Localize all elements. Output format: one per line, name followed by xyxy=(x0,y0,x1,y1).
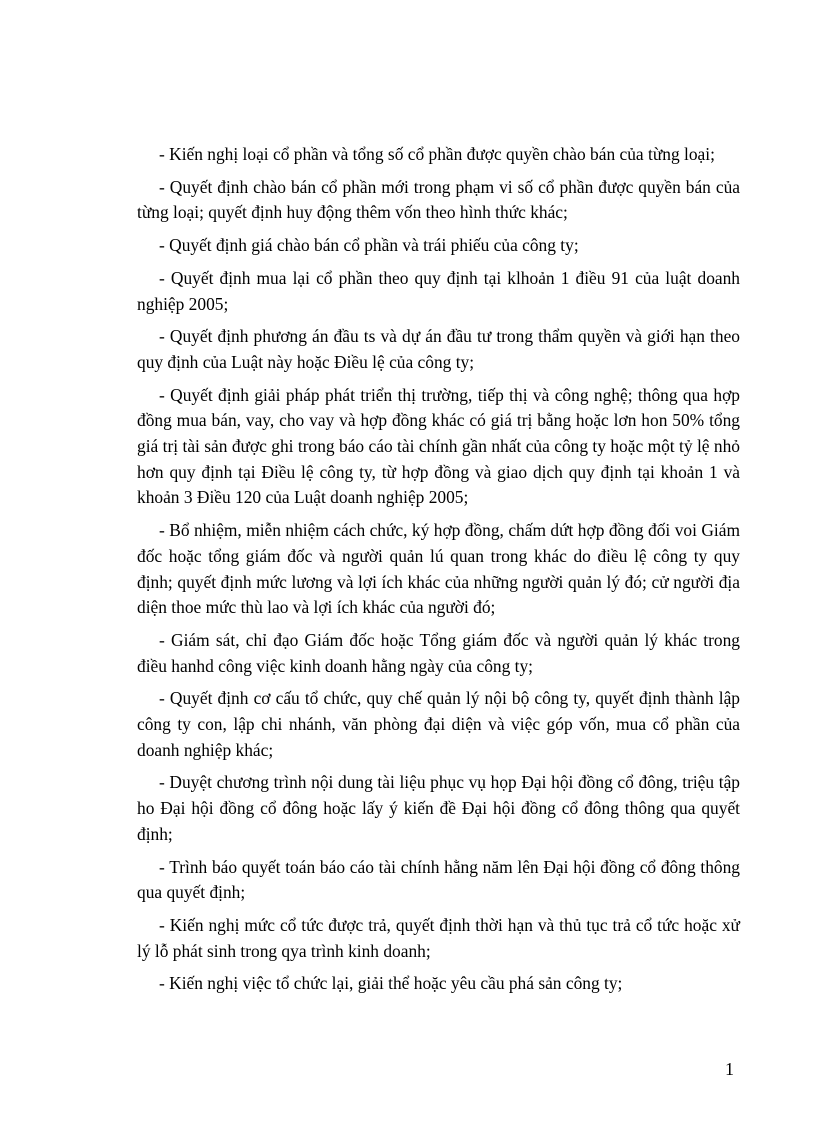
paragraph-9: - Quyết định cơ cấu tổ chức, quy chế quản lý nội bộ công ty, quyết định thành lập công ty con, lập chi nhánh, văn phòng đại diện và việc góp vốn, mua cổ phần của doanh nghiệp khác; xyxy=(137,688,740,760)
paragraph-6: - Quyết định giải pháp phát triển thị trường, tiếp thị và công nghệ; thông qua hợp đồng mua bán, vay, cho vay và hợp đồng khác có giá trị bằng hoặc lơn hon 50% tổng giá trị tài sản được ghi trong báo cáo tài chính gần nhất của công ty hoặc một tỷ lệ nhỏ hơn quy định tại Điều lệ công ty, từ hợp đồng và giao dịch quy định tại khoản 1 và khoản 3 Điều 120 của Luật doanh nghiệp 2005; xyxy=(137,384,740,508)
paragraph-8: - Giám sát, chỉ đạo Giám đốc hoặc Tổng giám đốc và người quản lý khác trong điều hanhd công việc kinh doanh hằng ngày của công ty; xyxy=(137,629,740,676)
paragraph-13: - Kiến nghị việc tổ chức lại, giải thể hoặc yêu cầu phá sản công ty; xyxy=(159,973,623,994)
paragraph-11: - Trình báo quyết toán báo cáo tài chính hằng năm lên Đại hội đồng cổ đông thông qua quyết định; xyxy=(137,856,740,903)
paragraph-3: - Quyết định giá chào bán cổ phần và trái phiếu của công ty; xyxy=(159,235,579,256)
page-number: 1 xyxy=(725,1059,734,1079)
paragraph-10: - Duyệt chương trình nội dung tài liệu phục vụ họp Đại hội đồng cổ đông, triệu tập ho Đại hội đồng cổ đông hoặc lấy ý kiến đề Đại hội đồng cổ đông thông qua quyết định; xyxy=(137,772,740,844)
paragraph-4: - Quyết định mua lại cổ phần theo quy định tại klhoản 1 điều 91 của luật doanh nghiệp 2005; xyxy=(137,267,740,314)
paragraph-7: - Bổ nhiệm, miễn nhiệm cách chức, ký hợp đồng, chấm dứt hợp đồng đối voi Giám đốc hoặc tổng giám đốc và người quản lú quan trong khác do điều lệ công ty quy định; quyết định mức lương và lợi ích khác của những người quản lý đó; cử người địa diện thoe mức thù lao và lợi ích khác của người đó; xyxy=(137,520,740,618)
paragraph-2: - Quyết định chào bán cổ phần mới trong phạm vi số cổ phần được quyền bán của từng loại; quyết định huy động thêm vốn theo hình thức khác; xyxy=(137,176,740,223)
paragraph-5: - Quyết định phương án đầu ts và dự án đầu tư trong thẩm quyền và giới hạn theo quy định của Luật này hoặc Điều lệ của công ty; xyxy=(137,326,740,372)
document-body xyxy=(137,142,740,1004)
paragraph-12: - Kiến nghị mức cổ tức được trả, quyết định thời hạn và thủ tục trả cổ tức hoặc xử lý lỗ phát sinh trong qya trình kinh doanh; xyxy=(137,914,740,961)
paragraph-1: - Kiến nghị loại cổ phần và tổng số cổ phần được quyền chào bán của từng loại; xyxy=(159,144,715,164)
